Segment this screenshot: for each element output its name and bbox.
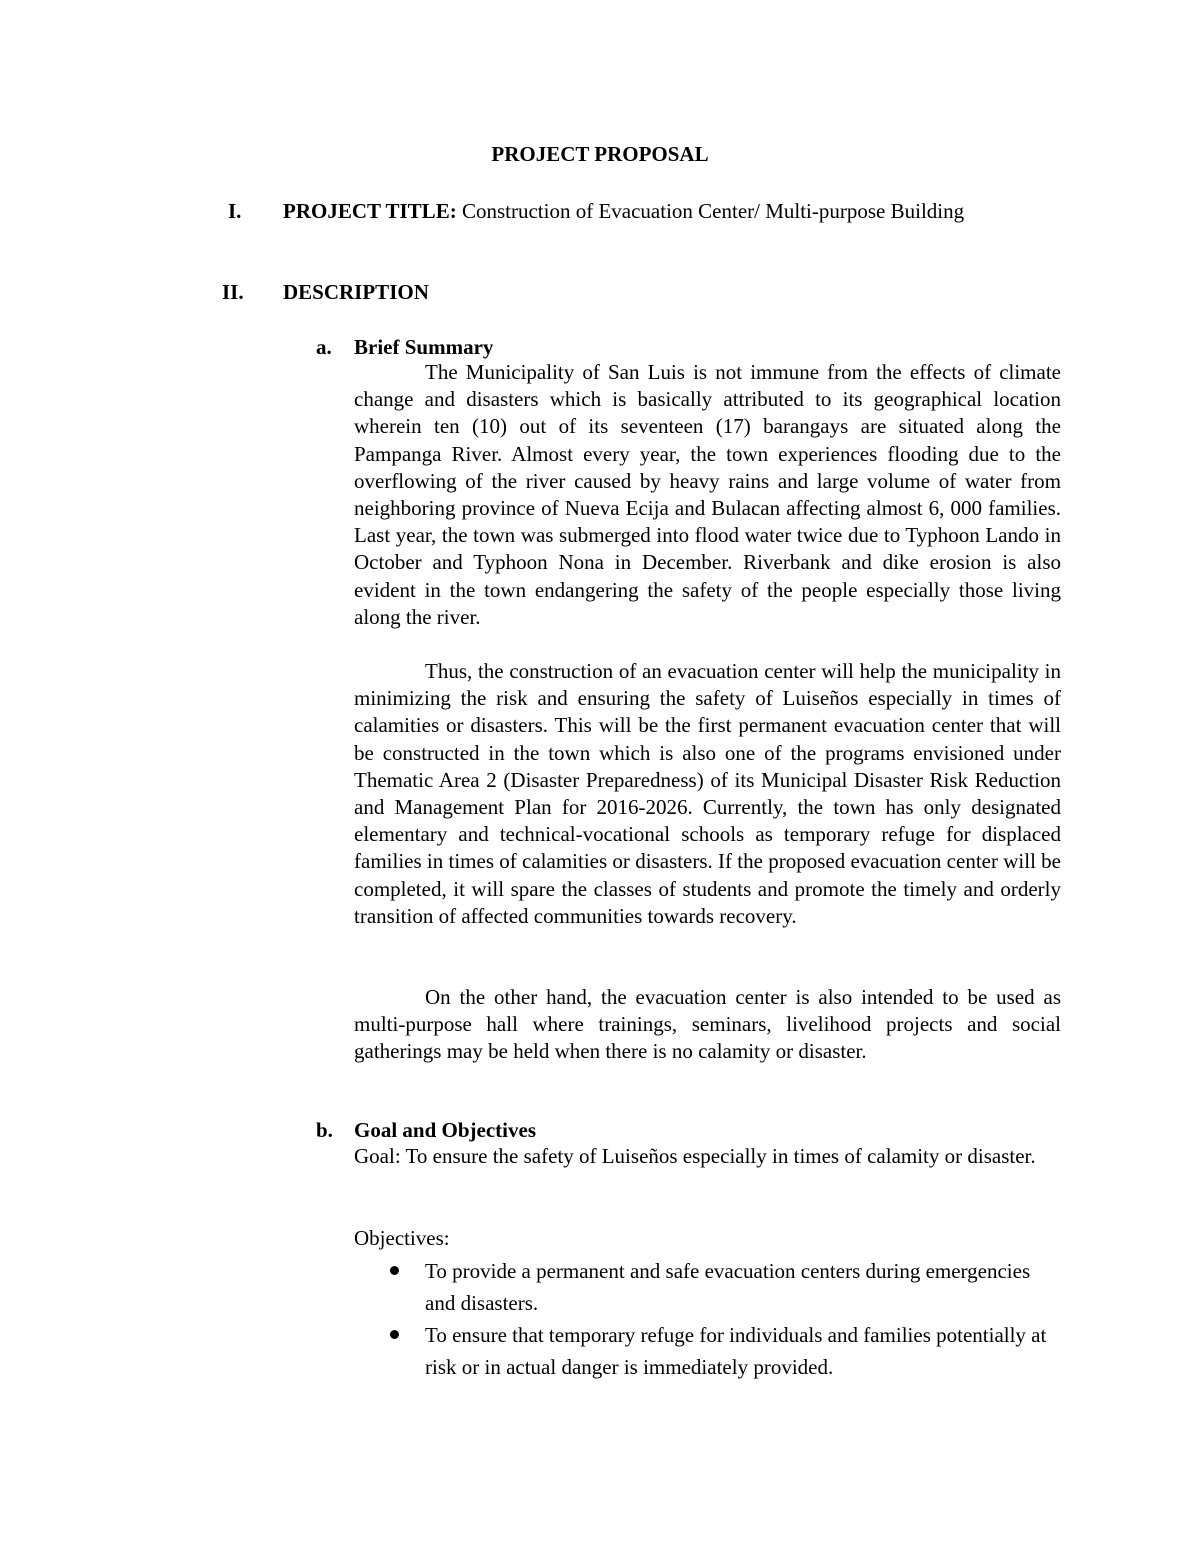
section-1-heading: [283, 199, 964, 224]
summary-paragraph-2: Thus, the construction of an evacuation center will help the municipality in minimizing the risk and ensuring the safety of Luiseños especially in times of calamities or disasters. This will be the first permanent evacuation center that will be constructed in the town which is also one of the programs envisioned under Thematic Area 2 (Disaster Preparedness) of its Municipal Disaster Risk Reduction and Management Plan for 2016-2026. Currently, the town has only designated elementary and technical-vocational schools as temporary refuge for displaced families in times of calamities or disasters. If the proposed evacuation center will be completed, it will spare the classes of students and promote the timely and orderly transition of affected communities towards recovery.: [354, 659, 1061, 928]
section-1-number: I.: [228, 199, 242, 223]
bullet-icon: [390, 1266, 399, 1275]
document-title: PROJECT PROPOSAL: [491, 142, 709, 166]
objective-text: To provide a permanent and safe evacuation centers during emergencies and disasters.: [425, 1259, 1031, 1315]
project-title-text: Construction of Evacuation Center/ Multi-purpose Building: [456, 199, 965, 223]
summary-letter: a.: [316, 335, 332, 359]
list-item: [354, 1319, 1061, 1383]
section-2-heading: DESCRIPTION: [283, 280, 429, 304]
goals-heading: Goal and Objectives: [354, 1118, 536, 1142]
objectives-label: Objectives:: [354, 1226, 450, 1250]
summary-paragraph-3: On the other hand, the evacuation center is also intended to be used as multi-purpose hall where trainings, seminars, livelihood projects and social gatherings may be held when there is no calamity or disaster.: [354, 985, 1061, 1064]
summary-heading: Brief Summary: [354, 335, 494, 359]
objectives-list: [354, 1255, 1061, 1383]
bullet-icon: [390, 1330, 399, 1339]
goals-letter: b.: [316, 1118, 333, 1142]
section-2-number: II.: [222, 280, 244, 304]
list-item: [354, 1255, 1061, 1319]
goal-text: Goal: To ensure the safety of Luiseños especially in times of calamity or disaster.: [354, 1144, 1036, 1168]
project-title-label: PROJECT TITLE:: [283, 199, 457, 223]
objective-text: To ensure that temporary refuge for individuals and families potentially at risk or in actual danger is immediately provided.: [425, 1323, 1047, 1379]
summary-paragraph-1: The Municipality of San Luis is not immune from the effects of climate change and disasters which is basically attributed to its geographical location wherein ten (10) out of its seventeen (17) barangays are situated along the Pampanga River. Almost every year, the town experiences flooding due to the overflowing of the river caused by heavy rains and large volume of water from neighboring province of Nueva Ecija and Bulacan affecting almost 6, 000 families. Last year, the town was submerged into flood water twice due to Typhoon Lando in October and Typhoon Nona in December. Riverbank and dike erosion is also evident in the town endangering the safety of the people especially those living along the river.: [354, 360, 1061, 629]
